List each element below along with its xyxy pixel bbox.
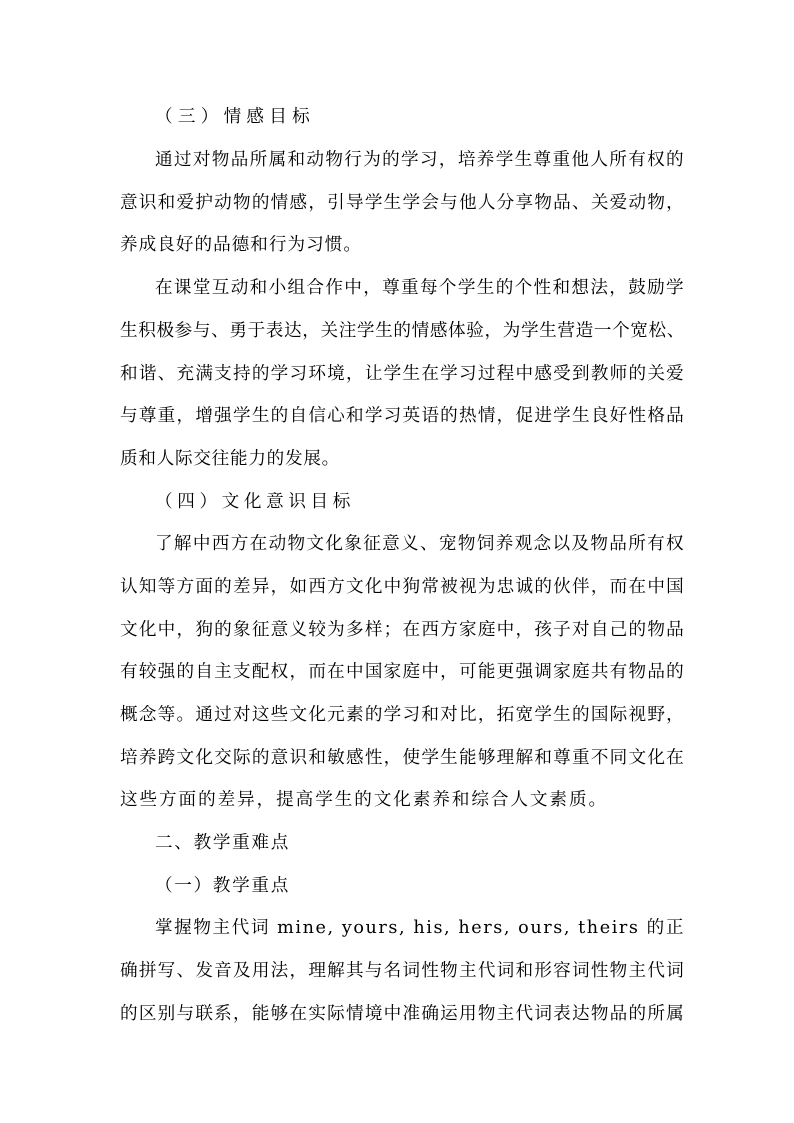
paragraph-line: 和谐、充满支持的学习环境，让学生在学习过程中感受到教师的关爱	[120, 364, 685, 384]
paragraph-line: 掌握物主代词 mine, yours, his, hers, ours, theirs 的正	[155, 918, 685, 938]
paragraph-line: 认知等方面的差异，如西方文化中狗常被视为忠诚的伙伴，而在中国	[120, 577, 685, 597]
heading-teaching-focus: （一）教学重点	[155, 876, 290, 896]
paragraph-line: 养成良好的品德和行为习惯。	[120, 235, 362, 255]
heading-cultural-goals: （四）文化意识目标	[155, 492, 355, 512]
paragraph-line: 概念等。通过对这些文化元素的学习和对比，拓宽学生的国际视野，	[120, 705, 685, 725]
paragraph-line: 在课堂互动和小组合作中，尊重每个学生的个性和想法，鼓励学	[155, 278, 685, 298]
heading-key-difficulties: 二、教学重难点	[155, 833, 290, 853]
paragraph-line: 的区别与联系，能够在实际情境中准确运用物主代词表达物品的所属	[120, 1004, 685, 1024]
paragraph-line: 有较强的自主支配权，而在中国家庭中，可能更强调家庭共有物品的	[120, 662, 685, 682]
paragraph-line: 文化中，狗的象征意义较为多样；在西方家庭中，孩子对自己的物品	[120, 620, 685, 640]
paragraph-line: 这些方面的差异，提高学生的文化素养和综合人文素质。	[120, 790, 608, 810]
paragraph-line: 培养跨文化交际的意识和敏感性，使学生能够理解和尊重不同文化在	[120, 748, 685, 768]
paragraph-line: 了解中西方在动物文化象征意义、宠物饲养观念以及物品所有权	[155, 534, 685, 554]
paragraph-line: 意识和爱护动物的情感，引导学生学会与他人分享物品、关爱动物，	[120, 193, 685, 213]
paragraph-line: 质和人际交往能力的发展。	[120, 449, 340, 469]
paragraph-line: 通过对物品所属和动物行为的学习，培养学生尊重他人所有权的	[155, 150, 685, 170]
paragraph-line: 与尊重，增强学生的自信心和学习英语的热情，促进学生良好性格品	[120, 406, 685, 426]
heading-affective-goals: （三）情感目标	[155, 107, 315, 127]
paragraph-line: 确拼写、发音及用法，理解其与名词性物主代词和形容词性物主代词	[120, 961, 685, 981]
paragraph-line: 生积极参与、勇于表达，关注学生的情感体验，为学生营造一个宽松、	[120, 321, 685, 341]
